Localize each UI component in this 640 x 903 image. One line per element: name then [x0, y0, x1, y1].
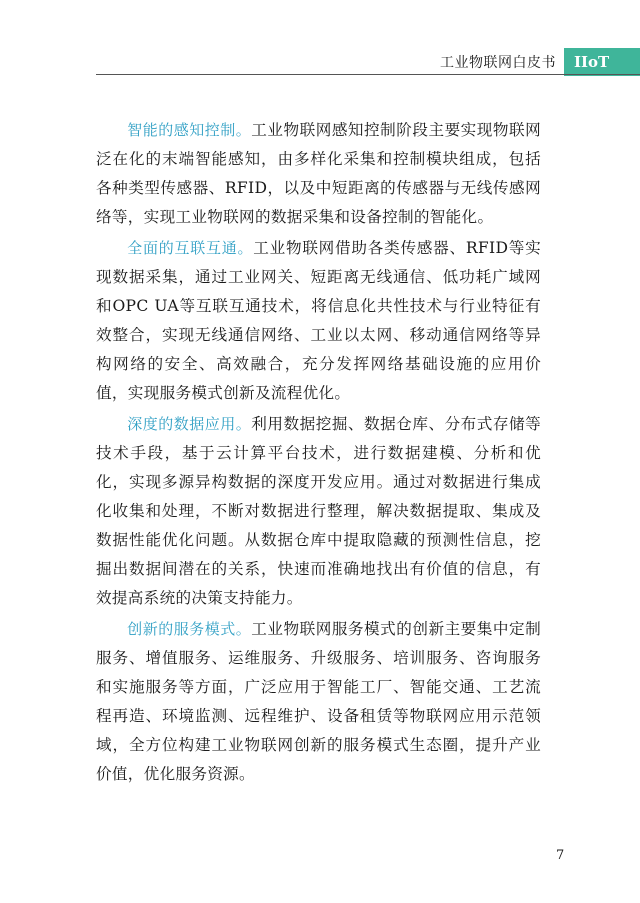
paragraph-interconnection — [96, 234, 541, 408]
paragraph-text: 工业物联网借助各类传感器、RFID等实现数据采集，通过工业网关、短距离无线通信、低功耗广域网和OPC UA等互联互通技术，将信息化共性技术与行业特征有效整合，实现无线通信网络、工业以太网、移动通信网络等异构网络的安全、高效融合，充分发挥网络基础设施的应用价值，实现服务模式创新及流程优化。 — [96, 239, 541, 402]
header-title: 工业物联网白皮书 — [440, 55, 556, 71]
header-divider — [96, 74, 640, 75]
paragraph-data-application — [96, 410, 541, 613]
body-content — [96, 116, 541, 791]
paragraph-lead: 深度的数据应用。 — [127, 415, 252, 433]
paragraph-lead: 智能的感知控制。 — [127, 121, 252, 139]
paragraph-text: 工业物联网感知控制阶段主要实现物联网泛在化的末端智能感知，由多样化采集和控制模块组成，包括各种类型传感器、RFID，以及中短距离的传感器与无线传感网络等，实现工业物联网的数据采集和设备控制的智能化。 — [96, 121, 541, 226]
paragraph-lead: 全面的互联互通。 — [127, 239, 254, 257]
paragraph-text: 利用数据挖掘、数据仓库、分布式存储等技术手段，基于云计算平台技术，进行数据建模、分析和优化，实现多源异构数据的深度开发应用。通过对数据进行集成化收集和处理，不断对数据进行整理，解决数据提取、集成及数据性能优化问题。从数据仓库中提取隐藏的预测性信息，挖掘出数据间潜在的关系，快速而准确地找出有价值的信息，有效提高系统的决策支持能力。 — [96, 415, 541, 607]
paragraph-perception — [96, 116, 541, 232]
running-header — [0, 48, 640, 76]
paragraph-service-mode — [96, 615, 541, 789]
header-badge: IIoT — [564, 48, 640, 76]
paragraph-text: 工业物联网服务模式的创新主要集中定制服务、增值服务、运维服务、升级服务、培训服务、咨询服务和实施服务等方面，广泛应用于智能工厂、智能交通、工艺流程再造、环境监测、远程维护、设备租赁等物联网应用示范领域，全方位构建工业物联网创新的服务模式生态圈，提升产业价值，优化服务资源。 — [96, 620, 541, 783]
paragraph-lead: 创新的服务模式。 — [127, 620, 252, 638]
page-number: 7 — [556, 848, 565, 863]
